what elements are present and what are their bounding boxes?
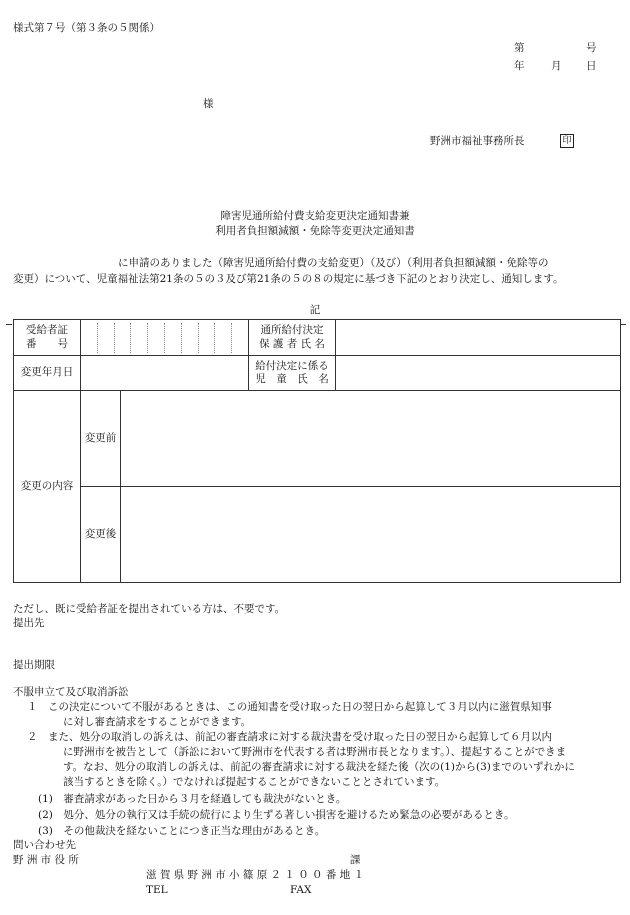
title-line-1: 障害児通所給付費支給変更決定通知書兼 — [220, 210, 410, 222]
contact-tel: TEL — [146, 884, 168, 896]
appeal-item-2-line-4: 該当するときを除く。）でなければ提起することができないこととされています。 — [63, 776, 446, 788]
number-prefix: 第 — [514, 42, 525, 54]
recipient-no-boxes[interactable] — [81, 320, 249, 356]
child-name-field[interactable] — [336, 356, 621, 391]
sender-name: 野洲市福祉事務所長 — [430, 135, 525, 147]
number-suffix: 号 — [586, 42, 597, 54]
submit-to-label: 提出先 — [13, 617, 45, 629]
ki-label: 記 — [309, 304, 321, 316]
after-label: 変更後 — [81, 487, 121, 583]
date-day: 日 — [586, 60, 597, 72]
intro-line-2: 変更）について、児童福祉法第21条の５の３及び第21条の５の８の規定に基づき下記のとおり決定し、通知します。 — [13, 273, 564, 285]
deadline-label: 提出期限 — [13, 659, 55, 671]
date-month: 月 — [551, 60, 562, 72]
form-label: 様式第７号（第３条の５関係） — [13, 22, 160, 34]
contact-fax: FAX — [290, 884, 312, 896]
appeal-item-1-line-1: １ この決定について不服があるときは、この通知書を受け取った日の翌日から起算して３月以内に滋賀県知事 — [27, 701, 552, 713]
change-date-label: 変更年月日 — [14, 356, 81, 391]
contact-heading: 問い合わせ先 — [13, 839, 76, 851]
child-name-label: 給付決定に係る 児 童 氏 名 — [249, 356, 336, 391]
appeal-item-2-line-1: ２ また、処分の取消しの訴えは、前記の審査請求に対する裁決書を受け取った日の翌日から起算して６月以内 — [27, 731, 552, 743]
left-tick — [6, 324, 12, 325]
date-year: 年 — [514, 60, 525, 72]
appeal-item-2-line-3: す。なお、処分の取消しの訴えは、前記の審査請求に対する裁決を経た後（次の(1)から(3)までのいずれかに — [63, 761, 575, 773]
recipient-no-label: 受給者証 番 号 — [14, 320, 81, 356]
proviso-text: ただし、既に受給者証を提出されている方は、不要です。 — [13, 603, 286, 615]
appeal-heading: 不服申立て及び取消訴訟 — [13, 686, 129, 698]
addressee-suffix: 様 — [203, 98, 214, 110]
appeal-sub-3: (3) その他裁決を経ないことにつき正当な理由があるとき。 — [38, 825, 326, 837]
appeal-item-2-line-2: に野洲市を被告として（訴訟において野洲市を代表する者は野洲市長となります。）、提起することができま — [63, 746, 567, 758]
title-line-2: 利用者負担額減額・免除等変更決定通知書 — [215, 225, 415, 237]
change-content-label: 変更の内容 — [14, 391, 81, 583]
decision-table — [13, 319, 621, 583]
appeal-sub-1: (1) 審査請求があった日から３月を経過しても裁決がないとき。 — [38, 793, 347, 805]
intro-line-1: に申請のありました（障害児通所給付費の支給変更）（及び）（利用者負担額減額・免除等の — [118, 257, 549, 269]
before-field[interactable] — [121, 391, 621, 487]
guardian-name-field[interactable] — [336, 320, 621, 356]
guardian-name-label: 通所給付決定 保 護 者 氏 名 — [249, 320, 336, 356]
seal-mark: 印 — [560, 134, 574, 148]
contact-section: 課 — [350, 854, 361, 866]
contact-address: 滋 賀 県 野 洲 市 小 篠 原 ２ １ ０ ０ 番 地 １ — [146, 869, 365, 881]
contact-office: 野 洲 市 役 所 — [13, 854, 79, 866]
before-label: 変更前 — [81, 391, 121, 487]
appeal-sub-2: (2) 処分、処分の執行又は手続の続行により生ずる著しい損害を避けるため緊急の必要があるとき。 — [38, 809, 515, 821]
appeal-item-1-line-2: に対し審査請求をすることができます。 — [63, 716, 252, 728]
after-field[interactable] — [121, 487, 621, 583]
change-date-field[interactable] — [81, 356, 249, 391]
